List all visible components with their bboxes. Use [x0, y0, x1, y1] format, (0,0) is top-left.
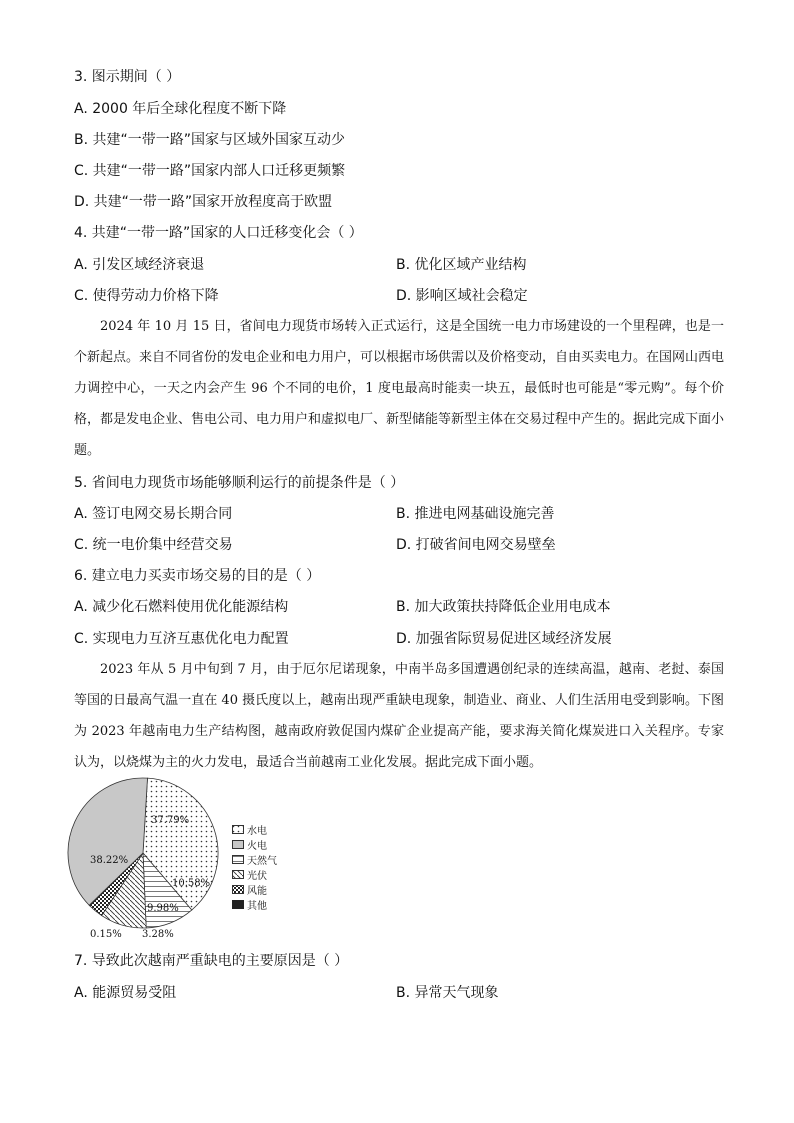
legend-swatch-other	[232, 900, 244, 909]
q6-stem: 6. 建立电力买卖市场交易的目的是（ ）	[74, 568, 321, 584]
legend-swatch-hydro	[232, 825, 244, 834]
q4-option-a: A. 引发区域经济衰退	[74, 257, 205, 273]
legend-item-hydro	[232, 822, 277, 837]
q5-stem: 5. 省间电力现货市场能够顺利运行的前提条件是（ ）	[74, 475, 405, 491]
pie-label-gas: 10.58%	[172, 878, 211, 889]
legend-label-gas: 天然气	[247, 856, 277, 867]
q4-option-c: C. 使得劳动力价格下降	[74, 288, 219, 304]
q3-option-a: A. 2000 年后全球化程度不断下降	[74, 101, 287, 117]
pie-label-other: 0.15%	[90, 929, 122, 940]
vietnam-power-structure-pie-chart	[60, 770, 230, 950]
legend-label-wind: 风能	[247, 886, 267, 897]
legend-label-other: 其他	[247, 901, 267, 912]
q4-option-d: D. 影响区域社会稳定	[396, 288, 528, 304]
q3-option-c: C. 共建“一带一路”国家内部人口迁移更频繁	[74, 163, 346, 179]
legend-item-gas	[232, 852, 277, 867]
legend-item-thermal	[232, 837, 277, 852]
legend-item-other	[232, 897, 277, 912]
q3-option-b: B. 共建“一带一路”国家与区域外国家互动少	[74, 132, 346, 148]
q3-option-d: D. 共建“一带一路”国家开放程度高于欧盟	[74, 194, 333, 210]
passage-vietnam-power	[74, 654, 724, 778]
passage-2-text: 2023 年从 5 月中旬到 7 月，由于厄尔尼诺现象，中南半岛多国遭遇创纪录的连续高温，越南、老挝、泰国等国的日最高气温一直在 40 摄氏度以上，越南出现严重缺电现象，制造业、商业、人们生活用电受到影响。下图为 2023 年越南电力生产结构图，越南政府敦促国内煤矿企业提高产能，要求海关简化煤炭进口入关程序。专家认为，以烧煤为主的火力发电，最适合当前越南工业化发展。据此完成下面小题。	[74, 662, 724, 770]
pie-label-wind: 3.28%	[142, 929, 174, 940]
q4-stem: 4. 共建“一带一路”国家的人口迁移变化会（ ）	[74, 225, 363, 241]
q6-option-c: C. 实现电力互济互惠优化电力配置	[74, 631, 289, 647]
legend-item-solar	[232, 867, 277, 882]
q7-option-b: B. 异常天气现象	[396, 985, 499, 1001]
q3-stem: 3. 图示期间（ ）	[74, 69, 181, 85]
q5-option-a: A. 签订电网交易长期合同	[74, 506, 233, 522]
q5-option-b: B. 推进电网基础设施完善	[396, 506, 555, 522]
q6-option-b: B. 加大政策扶持降低企业用电成本	[396, 599, 611, 615]
passage-electricity-market	[74, 311, 724, 466]
q4-option-b: B. 优化区域产业结构	[396, 257, 527, 273]
legend-swatch-gas	[232, 855, 244, 864]
pie-label-solar: 9.98%	[147, 903, 179, 914]
pie-label-hydro: 37.79%	[151, 815, 190, 826]
q5-option-d: D. 打破省间电网交易壁垒	[396, 537, 556, 553]
legend-label-hydro: 水电	[247, 826, 267, 837]
legend-item-wind	[232, 882, 277, 897]
passage-1-text: 2024 年 10 月 15 日，省间电力现货市场转入正式运行，这是全国统一电力市场建设的一个里程碑，也是一个新起点。来自不同省份的发电企业和电力用户，可以根据市场供需以及价格变动，自由买卖电力。在国网山西电力调控中心，一天之内会产生 96 个不同的电价，1 度电最高时能卖一块五，最低时也可能是“零元购”。每个价格，都是发电企业、售电公司、电力用户和虚拟电厂、新型储能等新型主体在交易过程中产生的。据此完成下面小题。	[74, 319, 725, 458]
q5-option-c: C. 统一电价集中经营交易	[74, 537, 233, 553]
pie-label-thermal: 38.22%	[90, 855, 129, 866]
legend-label-solar: 光伏	[247, 871, 267, 882]
legend-swatch-thermal	[232, 840, 244, 849]
chart-legend	[232, 822, 277, 912]
legend-swatch-wind	[232, 885, 244, 894]
q6-option-a: A. 减少化石燃料使用优化能源结构	[74, 599, 289, 615]
q6-option-d: D. 加强省际贸易促进区域经济发展	[396, 631, 612, 647]
legend-swatch-solar	[232, 870, 244, 879]
q7-option-a: A. 能源贸易受阻	[74, 985, 177, 1001]
legend-label-thermal: 火电	[247, 841, 267, 852]
q7-stem: 7. 导致此次越南严重缺电的主要原因是（ ）	[74, 953, 349, 969]
